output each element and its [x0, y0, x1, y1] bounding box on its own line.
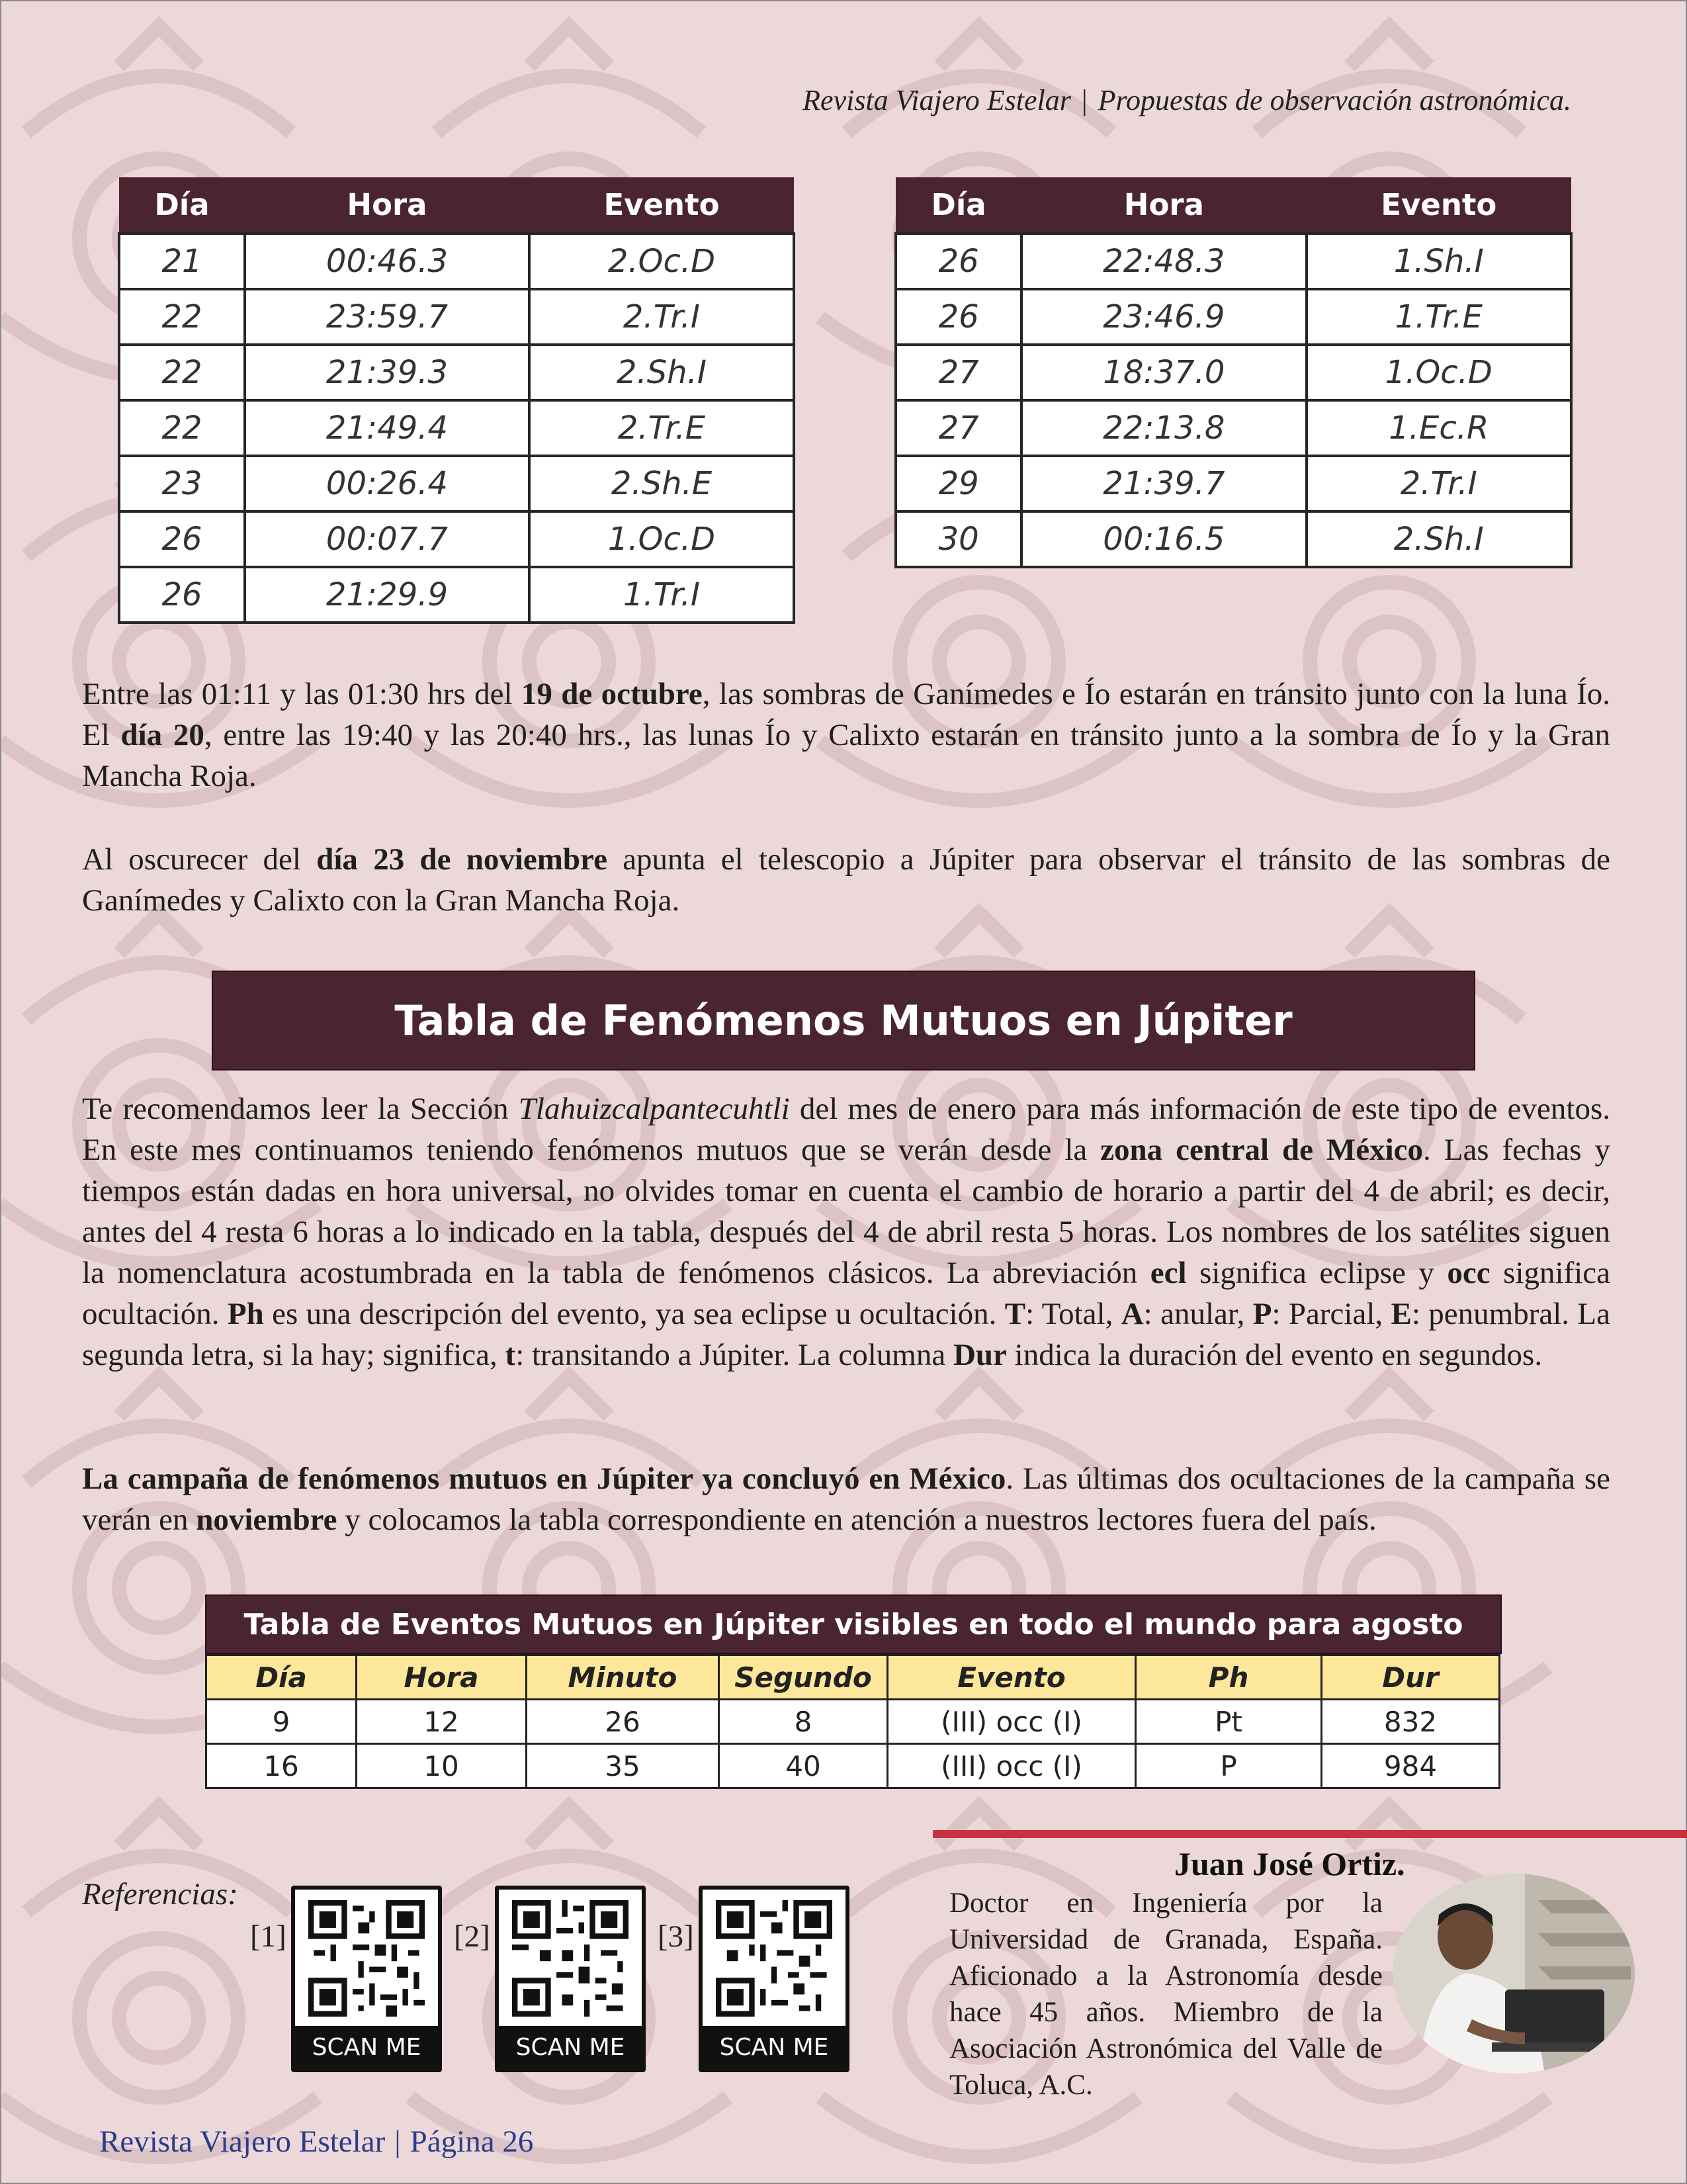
- text-run: del mes de enero para más información de este tipo de eventos. En este mes continuamos teniendo fenómenos mutuos que se verán desde la: [82, 1092, 1611, 1167]
- cell-evento: 1.Tr.E: [1307, 289, 1571, 345]
- footer-separator: |: [394, 2124, 401, 2159]
- table-row: [119, 289, 794, 345]
- cell-dia: 9: [206, 1700, 357, 1744]
- cell-hora: 00:26.4: [245, 456, 529, 511]
- cell-hora: 00:16.5: [1021, 511, 1306, 567]
- text-run: indica la duración del evento en segundos.: [1006, 1338, 1543, 1372]
- column-header-hora: Hora: [1021, 177, 1306, 234]
- text-run: : Total,: [1025, 1297, 1121, 1331]
- cell-evento: 2.Sh.I: [1307, 511, 1571, 567]
- bold-term: zona central de México: [1100, 1133, 1424, 1167]
- column-header-dia: Día: [206, 1655, 357, 1700]
- cell-hora: 21:49.4: [245, 400, 529, 456]
- bold-term: t: [505, 1338, 516, 1372]
- reference-qr-1[interactable]: [250, 1886, 442, 2072]
- cell-dur: 832: [1322, 1700, 1500, 1744]
- reference-number: [2]: [454, 1919, 490, 1954]
- cell-evento: 1.Ec.R: [1307, 400, 1571, 456]
- column-header-dur: Dur: [1322, 1655, 1500, 1700]
- bold-term: occ: [1447, 1256, 1491, 1290]
- italic-section-name: Tlahuizcalpantecuhtli: [518, 1092, 790, 1126]
- qr-code-icon: [512, 1900, 628, 2017]
- table-row: [119, 345, 794, 400]
- bold-term: P: [1252, 1297, 1272, 1331]
- text-run: Al oscurecer del: [82, 842, 317, 877]
- cell-dia: 27: [896, 345, 1021, 400]
- cell-minuto: 26: [527, 1700, 719, 1744]
- table-row: [206, 1700, 1500, 1744]
- cell-hora: 21:39.3: [245, 345, 529, 400]
- table-row: [206, 1744, 1500, 1788]
- bold-date: día 23 de noviembre: [316, 842, 607, 877]
- bold-term: Ph: [227, 1297, 264, 1331]
- text-run: significa ocultación.: [82, 1256, 1611, 1331]
- column-header-segundo: Segundo: [719, 1655, 888, 1700]
- cell-hora: 22:48.3: [1021, 234, 1306, 289]
- cell-dia: 26: [119, 567, 245, 623]
- column-header-evento: Evento: [1307, 177, 1571, 234]
- cell-evento: 1.Oc.D: [1307, 345, 1571, 400]
- bold-date: día 20: [120, 718, 204, 752]
- table-row: [119, 567, 794, 623]
- header-magazine: Revista Viajero Estelar: [802, 84, 1071, 116]
- cell-dia: 26: [896, 289, 1021, 345]
- cell-segundo: 40: [719, 1744, 888, 1788]
- table-header-row: [206, 1655, 1500, 1700]
- table-row: [896, 234, 1571, 289]
- cell-evento: 1.Oc.D: [529, 511, 794, 567]
- text-run: , las sombras de Ganímedes e Ío estarán en tránsito junto con la luna Ío. El: [82, 677, 1610, 752]
- header-separator: |: [1081, 84, 1088, 116]
- mutual-events-table: [205, 1654, 1500, 1789]
- column-header-hora: Hora: [357, 1655, 527, 1700]
- footer-magazine: Revista Viajero Estelar: [99, 2124, 386, 2159]
- cell-hora: 00:46.3: [245, 234, 529, 289]
- scan-me-label: SCAN ME: [703, 2026, 845, 2068]
- column-header-evento: Evento: [888, 1655, 1136, 1700]
- cell-dia: 30: [896, 511, 1021, 567]
- cell-segundo: 8: [719, 1700, 888, 1744]
- cell-dia: 26: [896, 234, 1021, 289]
- cell-hora: 22:13.8: [1021, 400, 1306, 456]
- footer-page-number: Página 26: [410, 2124, 534, 2159]
- cell-evento: 1.Sh.I: [1307, 234, 1571, 289]
- table-row: [896, 400, 1571, 456]
- cell-dia: 26: [119, 511, 245, 567]
- cell-evento: 1.Tr.I: [529, 567, 794, 623]
- qr-code-icon: [716, 1900, 832, 2017]
- running-header: [695, 83, 1571, 117]
- reference-qr-3[interactable]: [658, 1886, 849, 2072]
- cell-evento: 2.Tr.I: [1307, 456, 1571, 511]
- cell-hora: 21:39.7: [1021, 456, 1306, 511]
- text-run: . Las últimas dos ocultaciones de la campaña se verán en: [82, 1462, 1610, 1537]
- text-run: : transitando a Júpiter. La columna: [515, 1338, 953, 1372]
- text-run: , entre las 19:40 y las 20:40 hrs., las lunas Ío y Calixto estarán en tránsito junto a la sombra de Ío y la Gran Mancha Roja.: [82, 718, 1610, 793]
- text-run: Entre las 01:11 y las 01:30 hrs del: [82, 677, 521, 711]
- cell-dia: 27: [896, 400, 1021, 456]
- events-table-right: [894, 177, 1573, 568]
- paragraph-november-events: [82, 839, 1610, 921]
- paragraph-october-events: [82, 674, 1610, 797]
- cell-hora: 21:29.9: [245, 567, 529, 623]
- author-bio: Doctor en Ingeniería por la Universidad de Granada, España. Aficionado a la Astronomía desde hace 45 años. Miembro de la Asociación Astronómica del Valle de Toluca, A.C.: [949, 1888, 1383, 2101]
- cell-dia: 22: [119, 289, 245, 345]
- header-section: Propuestas de observación astronómica.: [1098, 84, 1571, 116]
- table-row: [896, 289, 1571, 345]
- cell-evento: 2.Tr.I: [529, 289, 794, 345]
- cell-dur: 984: [1322, 1744, 1500, 1788]
- table-row: [119, 234, 794, 289]
- text-run: es una descripción del evento, ya sea eclipse u ocultación.: [263, 1297, 1005, 1331]
- reference-qr-2[interactable]: [454, 1886, 646, 2072]
- cell-dia: 22: [119, 345, 245, 400]
- paragraph-campaign-ended: [82, 1458, 1610, 1540]
- cell-minuto: 35: [527, 1744, 719, 1788]
- table-row: [896, 511, 1571, 567]
- bold-term: Dur: [953, 1338, 1007, 1372]
- cell-hora: 10: [357, 1744, 527, 1788]
- cell-dia: 29: [896, 456, 1021, 511]
- events-table-left: [118, 177, 795, 624]
- scan-me-label: SCAN ME: [295, 2026, 438, 2068]
- table-row: [896, 456, 1571, 511]
- column-header-dia: Día: [896, 177, 1021, 234]
- cell-dia: 22: [119, 400, 245, 456]
- bold-term: ecl: [1150, 1256, 1187, 1290]
- qr-code-card[interactable]: [291, 1886, 442, 2072]
- text-run: apunta el telescopio a Júpiter para observar el tránsito de las sombras de Ganímedes y Calixto con la Gran Mancha Roja.: [82, 842, 1610, 918]
- cell-hora: 23:46.9: [1021, 289, 1306, 345]
- table-header-row: [119, 177, 794, 234]
- cell-evento: (III) occ (I): [888, 1744, 1136, 1788]
- text-run: : anular,: [1143, 1297, 1253, 1331]
- page-footer: [99, 2124, 533, 2160]
- table-header-row: [896, 177, 1571, 234]
- column-header-ph: Ph: [1136, 1655, 1322, 1700]
- bold-term: E: [1391, 1297, 1412, 1331]
- bold-term: noviembre: [196, 1503, 337, 1537]
- bold-date: 19 de octubre: [521, 677, 703, 711]
- table-row: [896, 345, 1571, 400]
- bold-term: T: [1004, 1297, 1026, 1331]
- cell-hora: 00:07.7: [245, 511, 529, 567]
- paragraph-mutual-phenomena: [82, 1088, 1610, 1376]
- reference-number: [3]: [658, 1919, 694, 1954]
- text-run: Te recomendamos leer la Sección: [82, 1092, 519, 1126]
- table-row: [119, 400, 794, 456]
- reference-number: [1]: [250, 1919, 286, 1954]
- cell-dia: 21: [119, 234, 245, 289]
- references-label: Referencias:: [82, 1877, 238, 1911]
- text-run: significa eclipse y: [1186, 1256, 1448, 1290]
- cell-hora: 12: [357, 1700, 527, 1744]
- table-row: [119, 511, 794, 567]
- mutual-table-title: Tabla de Eventos Mutuos en Júpiter visibles en todo el mundo para agosto: [205, 1594, 1502, 1654]
- author-name: Juan José Ortiz.: [1174, 1845, 1405, 1882]
- cell-evento: 2.Sh.E: [529, 456, 794, 511]
- cell-ph: Pt: [1136, 1700, 1322, 1744]
- qr-code-card[interactable]: [699, 1886, 849, 2072]
- author-photo: [1393, 1874, 1635, 2074]
- text-run: . Las fechas y tiempos están dadas en hora universal, no olvides tomar en cuenta el cambio de horario a partir del 4 de abril; es decir, antes del 4 resta 6 horas a lo indicado en la tabla, después del 4 de abril resta 5 horas. Los nombres de los satélites siguen la nomenclatura acostumbrada en la tabla de fenómenos clásicos. La abreviación: [82, 1133, 1610, 1290]
- cell-hora: 23:59.7: [245, 289, 529, 345]
- text-run: y colocamos la tabla correspondiente en atención a nuestros lectores fuera del país.: [337, 1503, 1377, 1537]
- bold-term: A: [1121, 1297, 1144, 1331]
- text-run: : penumbral. La segunda letra, si la hay; significa,: [82, 1297, 1610, 1372]
- text-run: : Parcial,: [1272, 1297, 1391, 1331]
- column-header-minuto: Minuto: [527, 1655, 719, 1700]
- column-header-hora: Hora: [245, 177, 529, 234]
- cell-evento: (III) occ (I): [888, 1700, 1136, 1744]
- section-title-banner: Tabla de Fenómenos Mutuos en Júpiter: [212, 971, 1475, 1070]
- qr-code-card[interactable]: [495, 1886, 646, 2072]
- column-header-evento: Evento: [529, 177, 794, 234]
- cell-ph: P: [1136, 1744, 1322, 1788]
- table-row: [119, 456, 794, 511]
- accent-rule: [933, 1830, 1687, 1838]
- bold-statement: La campaña de fenómenos mutuos en Júpiter ya concluyó en México: [82, 1462, 1006, 1496]
- cell-hora: 18:37.0: [1021, 345, 1306, 400]
- cell-evento: 2.Tr.E: [529, 400, 794, 456]
- scan-me-label: SCAN ME: [499, 2026, 642, 2068]
- column-header-dia: Día: [119, 177, 245, 234]
- cell-evento: 2.Oc.D: [529, 234, 794, 289]
- qr-code-icon: [308, 1900, 425, 2017]
- cell-dia: 16: [206, 1744, 357, 1788]
- cell-dia: 23: [119, 456, 245, 511]
- cell-evento: 2.Sh.I: [529, 345, 794, 400]
